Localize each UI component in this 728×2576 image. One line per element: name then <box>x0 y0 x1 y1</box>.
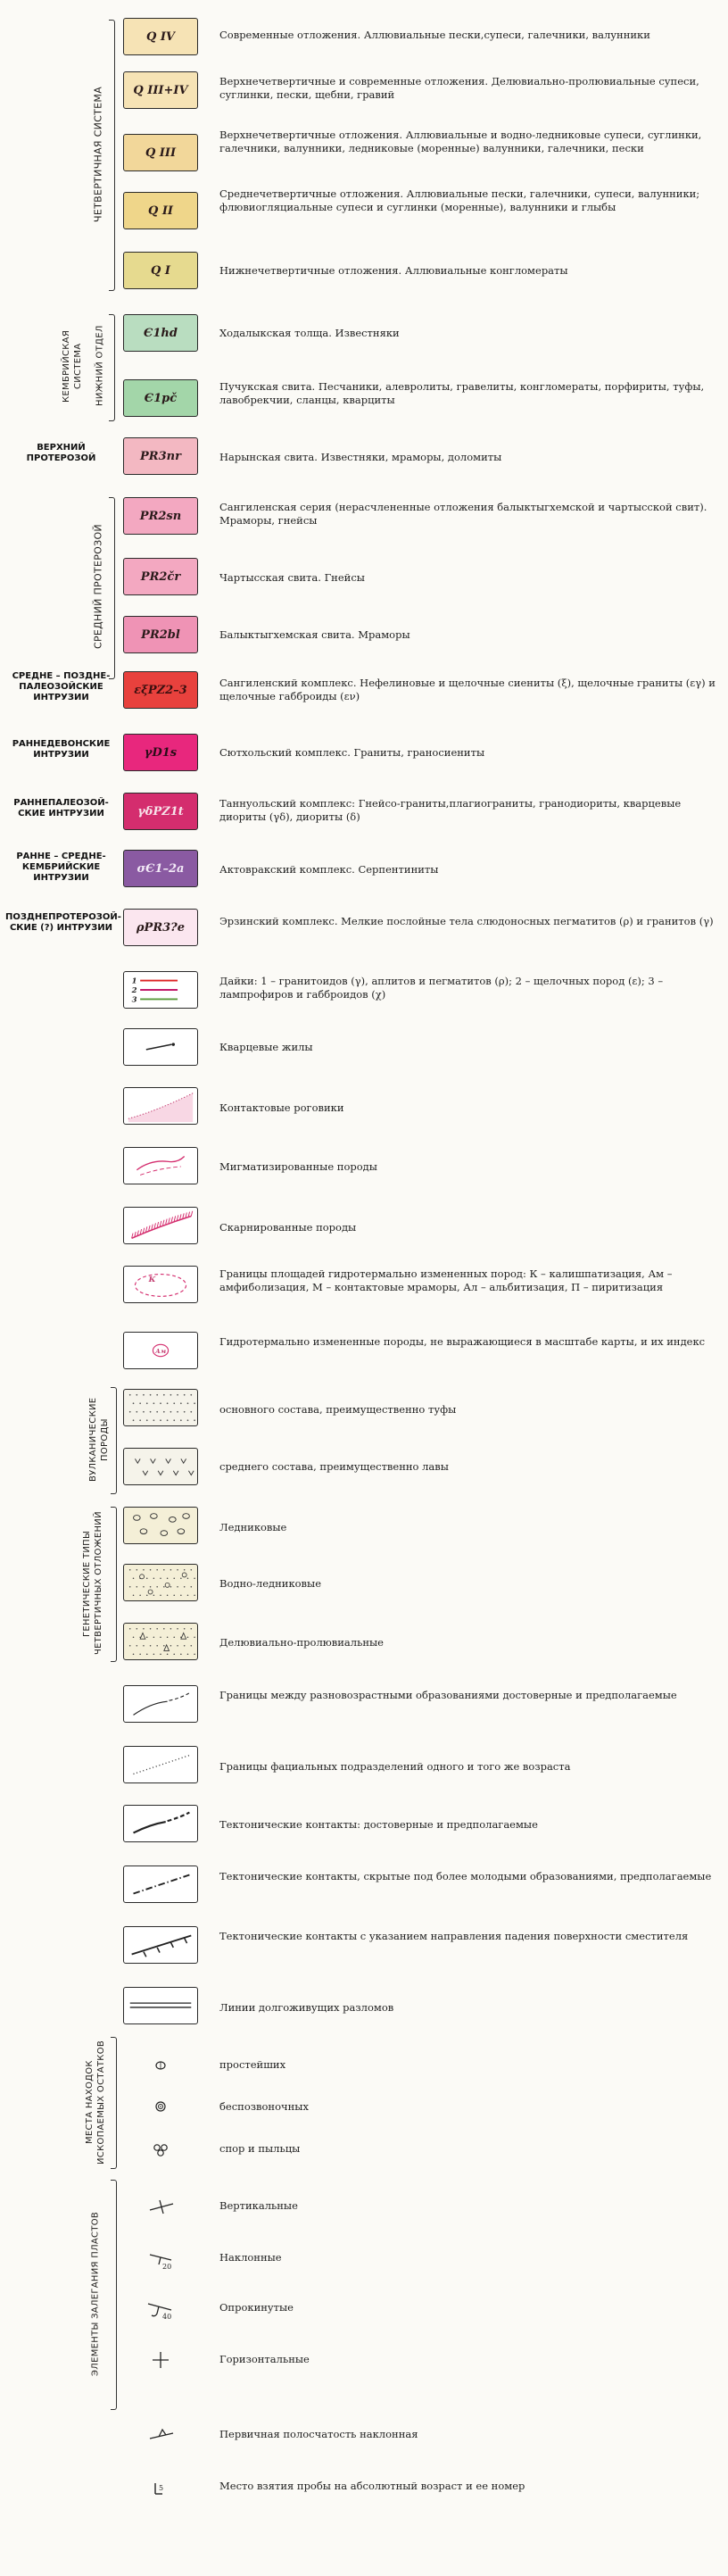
unit-swatch: εξPZ2–3 <box>123 671 198 709</box>
svg-text:5: 5 <box>159 2484 164 2492</box>
unit-description: Таннуольский комплекс: Гнейсо-граниты,плагиограниты, гранодиориты, кварцевые диориты (γδ), диориты (δ) <box>219 797 682 823</box>
svg-text:К: К <box>148 1276 156 1285</box>
symbol-description: Водно-ледниковые <box>219 1577 321 1590</box>
svg-text:2: 2 <box>131 985 137 995</box>
unit-swatch: PR2sn <box>123 497 198 535</box>
group-late-proterozoic: ПОЗДНЕПРОТЕРОЗОЙ-СКИЕ (?) ИНТРУЗИИ <box>5 912 121 933</box>
unit-swatch: Q II <box>123 192 198 229</box>
group-upper-proterozoic: ВЕРХНИЙ ПРОТЕРОЗОЙ <box>26 443 96 463</box>
symbol-description: Границы площадей гидротермально измененных пород: К – калишпатизация, Ам – амфиболизация, М – контактовые мраморы, Ал – альбитизация, П – пиритизация <box>219 1267 673 1293</box>
group-quaternary: ЧЕТВЕРТИЧНАЯ СИСТЕМА <box>92 86 104 222</box>
symbol-description: беспозвоночных <box>219 2100 309 2113</box>
invertebrates-symbol <box>123 2089 198 2124</box>
hydrothermal-boundary-symbol <box>123 1266 198 1303</box>
symbol-description: простейших <box>219 2058 286 2071</box>
svg-text:1: 1 <box>131 976 137 986</box>
long-fault-symbol <box>123 1987 198 2024</box>
svg-text:3: 3 <box>131 995 137 1005</box>
brace <box>111 1507 117 1662</box>
group-bedding: ЭЛЕМЕНТЫ ЗАЛЕГАНИЯ ПЛАСТОВ <box>90 2211 101 2377</box>
symbol-description: Опрокинутые <box>219 2301 294 2314</box>
unit-swatch: ρPR3?e <box>123 909 198 946</box>
symbol-description: Горизонтальные <box>219 2353 310 2365</box>
group-fossils: МЕСТА НАХОДОК ИСКОПАЕМЫХ ОСТАТКОВ <box>85 2040 106 2165</box>
symbol-description: Дайки: 1 – гранитоидов (γ), аплитов и пегматитов (ρ); 2 – щелочных пород (ε); 3 – лампрофиров и габброидов (χ) <box>219 975 664 1001</box>
symbol-description: Границы между разновозрастными образованиями достоверные и предполагаемые <box>219 1689 677 1701</box>
brace <box>109 314 115 421</box>
primary-banding-symbol <box>123 2417 198 2453</box>
vertical-bedding-symbol <box>123 2189 198 2224</box>
unit-description: Балыктыгхемская свита. Мраморы <box>219 628 410 641</box>
unit-description: Нижнечетвертичные отложения. Аллювиальные конгломераты <box>219 264 568 277</box>
symbol-description: среднего состава, преимущественно лавы <box>219 1460 449 1473</box>
dikes-symbol <box>123 971 198 1009</box>
symbol-description: Место взятия пробы на абсолютный возраст и ее номер <box>219 2480 525 2492</box>
group-cambrian: КЕМБРИЙСКАЯ СИСТЕМА <box>62 329 83 403</box>
symbol-description: Вертикальные <box>219 2199 298 2212</box>
symbol-description: Кварцевые жилы <box>219 1041 313 1053</box>
unit-swatch: PR3nr <box>123 437 198 475</box>
quartz-veins-symbol <box>123 1028 198 1066</box>
unit-description: Пучукская свита. Песчаники, алевролиты, гравелиты, конгломераты, порфириты, туфы, лавобрекчии, сланцы, кварциты <box>219 380 705 406</box>
unit-swatch: σЄ1–2a <box>123 850 198 887</box>
symbol-description: Делювиально-пролювиальные <box>219 1636 384 1649</box>
brace <box>111 2180 117 2410</box>
unit-description: Сангиленский комплекс. Нефелиновые и щелочные сиениты (ξ), щелочные граниты (εγ) и щелочные габброиды (εν) <box>219 677 716 702</box>
unit-swatch: γδPZ1t <box>123 793 198 830</box>
symbol-description: Ледниковые <box>219 1521 287 1533</box>
group-middle-proterozoic: СРЕДНИЙ ПРОТЕРОЗОЙ <box>92 524 104 650</box>
group-early-paleozoic: РАННЕПАЛЕОЗОЙ-СКИЕ ИНТРУЗИИ <box>13 798 109 819</box>
overturned-bedding-symbol <box>123 2290 198 2326</box>
dip-contact-symbol <box>123 1926 198 1964</box>
spores-symbol <box>123 2131 198 2167</box>
unit-swatch: PR2bl <box>123 616 198 653</box>
brace <box>109 497 115 679</box>
symbol-description: основного состава, преимущественно туфы <box>219 1403 457 1416</box>
age-boundary-symbol <box>123 1685 198 1723</box>
unit-description: Современные отложения. Аллювиальные пески,супеси, галечники, валунники <box>219 29 650 41</box>
group-lower-section: НИЖНИЙ ОТДЕЛ <box>95 325 105 407</box>
brace <box>111 2037 117 2169</box>
unit-description: Актовракский комплекс. Серпентиниты <box>219 863 439 876</box>
brace <box>109 20 115 291</box>
unit-swatch: Є1pč <box>123 379 198 417</box>
symbol-description: Контактовые роговики <box>219 1101 344 1114</box>
hornfels-symbol <box>123 1087 198 1125</box>
group-mid-late-paleozoic: СРЕДНЕ – ПОЗДНЕ-ПАЛЕОЗОЙСКИЕ ИНТРУЗИИ <box>12 671 111 702</box>
deluvial-symbol <box>123 1623 198 1660</box>
volcanic-intermediate-symbol <box>123 1448 198 1485</box>
glacial-symbol <box>123 1507 198 1544</box>
unit-description: Эрзинский комплекс. Мелкие послойные тела слюдоносных пегматитов (ρ) и гранитов (γ) <box>219 915 714 927</box>
fluvioglacial-symbol <box>123 1564 198 1601</box>
unit-description: Среднечетвертичные отложения. Аллювиальные пески, галечники, супеси, валунники; флювиогляциальные супеси и суглинки (моренные), валунники и глыбы <box>219 187 700 213</box>
unit-swatch: γD1s <box>123 734 198 771</box>
symbol-description: Тектонические контакты, скрытые под более молодыми образованиями, предполагаемые <box>219 1870 712 1882</box>
unit-description: Сангиленская серия (нерасчлененные отложения балыктыгхемской и чартысской свит). Мраморы, гнейсы <box>219 501 707 527</box>
svg-text:40: 40 <box>162 2313 172 2321</box>
unit-swatch: Q IV <box>123 18 198 55</box>
symbol-description: Границы фациальных подразделений одного и того же возраста <box>219 1760 571 1773</box>
migmatized-symbol <box>123 1147 198 1184</box>
unit-description: Нарынская свита. Известняки, мраморы, доломиты <box>219 451 502 463</box>
facies-boundary-symbol <box>123 1746 198 1783</box>
protozoa-symbol <box>123 2048 198 2083</box>
symbol-description: Линии долгоживущих разломов <box>219 2001 394 2014</box>
hydrothermal-index-symbol <box>123 1332 198 1369</box>
group-early-mid-cambrian: РАННЕ – СРЕДНЕ-КЕМБРИЙСКИЕ ИНТРУЗИИ <box>16 852 106 883</box>
brace <box>111 1387 117 1494</box>
hidden-contact-symbol <box>123 1866 198 1903</box>
symbol-description: Тектонические контакты с указанием направления падения поверхности сместителя <box>219 1930 689 1942</box>
unit-description: Верхнечетвертичные отложения. Аллювиальные и водно-ледниковые супеси, суглинки, галечники, валунники, ледниковые (моренные) валунники, галечники, пески <box>219 129 702 154</box>
unit-swatch: Q III+IV <box>123 71 198 109</box>
unit-description: Сютхольский комплекс. Граниты, граносиениты <box>219 746 485 759</box>
unit-swatch: Q III <box>123 134 198 171</box>
symbol-description: Гидротермально измененные породы, не выражающиеся в масштабе карты, и их индекс <box>219 1335 706 1348</box>
group-genetic: ГЕНЕТИЧЕСКИЕ ТИПЫ ЧЕТВЕРТИЧНЫХ ОТЛОЖЕНИЙ <box>82 1511 103 1656</box>
symbol-description: Тектонические контакты: достоверные и предполагаемые <box>219 1818 538 1831</box>
horizontal-bedding-symbol <box>123 2342 198 2378</box>
symbol-description: Мигматизированные породы <box>219 1160 377 1173</box>
symbol-description: Наклонные <box>219 2251 282 2264</box>
unit-swatch: Є1hd <box>123 314 198 352</box>
svg-text:Ам: Ам <box>155 1347 167 1355</box>
svg-text:20: 20 <box>162 2263 172 2271</box>
unit-swatch: PR2čr <box>123 558 198 595</box>
unit-description: Чартысская свита. Гнейсы <box>219 571 365 584</box>
tectonic-contact-symbol <box>123 1805 198 1842</box>
symbol-description: Скарнированные породы <box>219 1221 357 1234</box>
symbol-description: Первичная полосчатость наклонная <box>219 2428 418 2440</box>
group-early-devonian: РАННЕДЕВОНСКИЕ ИНТРУЗИИ <box>12 739 111 760</box>
unit-swatch: Q I <box>123 252 198 289</box>
unit-description: Верхнечетвертичные и современные отложения. Делювиально-пролювиальные супеси, суглинки, пески, щебни, гравий <box>219 75 699 101</box>
sample-site-symbol <box>123 2469 198 2505</box>
symbol-description: спор и пыльцы <box>219 2142 301 2155</box>
inclined-bedding-symbol <box>123 2240 198 2276</box>
group-volcanic: ВУЛКАНИЧЕСКИЕ ПОРОДЫ <box>88 1397 110 1483</box>
skarn-symbol <box>123 1207 198 1244</box>
volcanic-basic-symbol <box>123 1389 198 1426</box>
unit-description: Ходалыкская толща. Известняки <box>219 327 400 339</box>
